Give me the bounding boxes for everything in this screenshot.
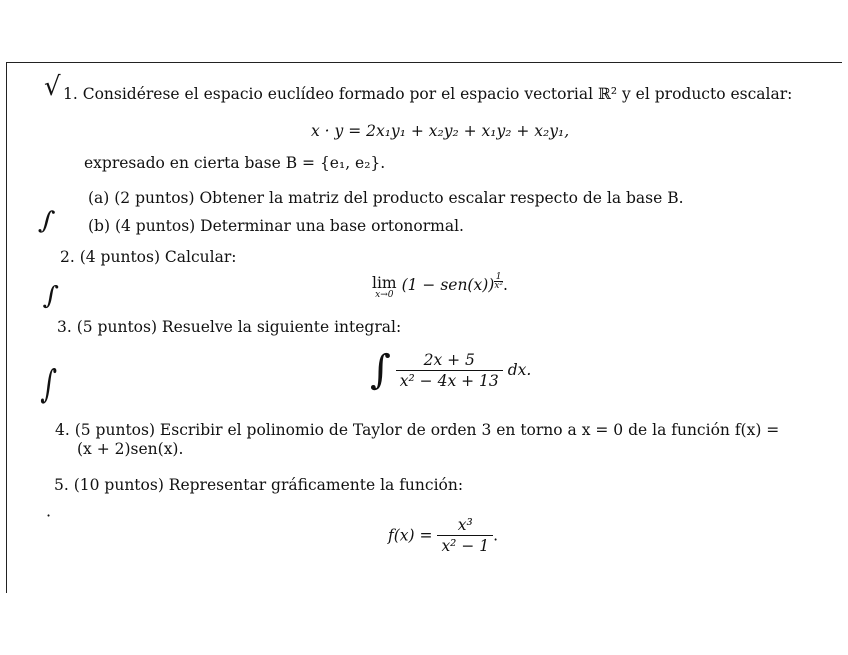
problem-1-basis: expresado en cierta base B = {e₁, e₂}. bbox=[84, 154, 386, 172]
function-fraction bbox=[437, 516, 493, 555]
problem-2-text: 2. (4 puntos) Calcular: bbox=[60, 248, 237, 266]
integral-sign: ∫ bbox=[370, 347, 391, 393]
integral-dx: dx. bbox=[507, 361, 532, 379]
page-border-top bbox=[6, 62, 842, 63]
page-border-left bbox=[6, 62, 7, 593]
function-lhs: f(x) = bbox=[388, 526, 433, 545]
hook-mark-icon: ∫ bbox=[41, 280, 60, 312]
problem-5-function bbox=[388, 516, 498, 555]
function-end: . bbox=[493, 526, 499, 545]
integral-numerator: 2x + 5 bbox=[396, 351, 503, 371]
limit-operator: lim bbox=[372, 274, 397, 292]
problem-3-integral bbox=[370, 347, 532, 393]
check-mark-icon: √ bbox=[44, 72, 61, 102]
exponent-denominator: x² bbox=[494, 281, 503, 291]
limit-subscript: x→0 bbox=[375, 290, 394, 300]
integral-denominator: x² − 4x + 13 bbox=[399, 371, 499, 390]
limit-end: . bbox=[503, 276, 508, 294]
hook-mark-icon: ∫ bbox=[39, 361, 58, 409]
problem-4-line-1: 4. (5 puntos) Escribir el polinomio de Taylor de orden 3 en torno a x = 0 de la función f(x) = bbox=[55, 421, 780, 439]
hook-mark-icon: ∫ bbox=[37, 204, 57, 238]
problem-5-text: 5. (10 puntos) Representar gráficamente la función: bbox=[54, 476, 464, 494]
problem-4-line-2: (x + 2)sen(x). bbox=[77, 440, 184, 458]
problem-1-part-a: (a) (2 puntos) Obtener la matriz del producto escalar respecto de la base B. bbox=[88, 189, 684, 207]
problem-1-intro: 1. Considérese el espacio euclídeo formado por el espacio vectorial ℝ² y el producto escalar: bbox=[63, 85, 793, 103]
problem-3-text: 3. (5 puntos) Resuelve la siguiente integral: bbox=[57, 318, 402, 336]
integral-fraction bbox=[396, 351, 503, 390]
limit-expression: (1 − sen(x)) bbox=[401, 276, 495, 294]
problem-1-formula: x · y = 2x₁y₁ + x₂y₂ + x₁y₂ + x₂y₁, bbox=[311, 122, 570, 140]
problem-2-limit bbox=[372, 272, 508, 300]
function-numerator: x³ bbox=[437, 516, 493, 536]
problem-1-part-b: (b) (4 puntos) Determinar una base ortonormal. bbox=[88, 217, 464, 235]
function-denominator: x² − 1 bbox=[441, 537, 490, 555]
stray-dot-icon: · bbox=[46, 506, 52, 525]
exponent-numerator: 1 bbox=[495, 272, 502, 282]
